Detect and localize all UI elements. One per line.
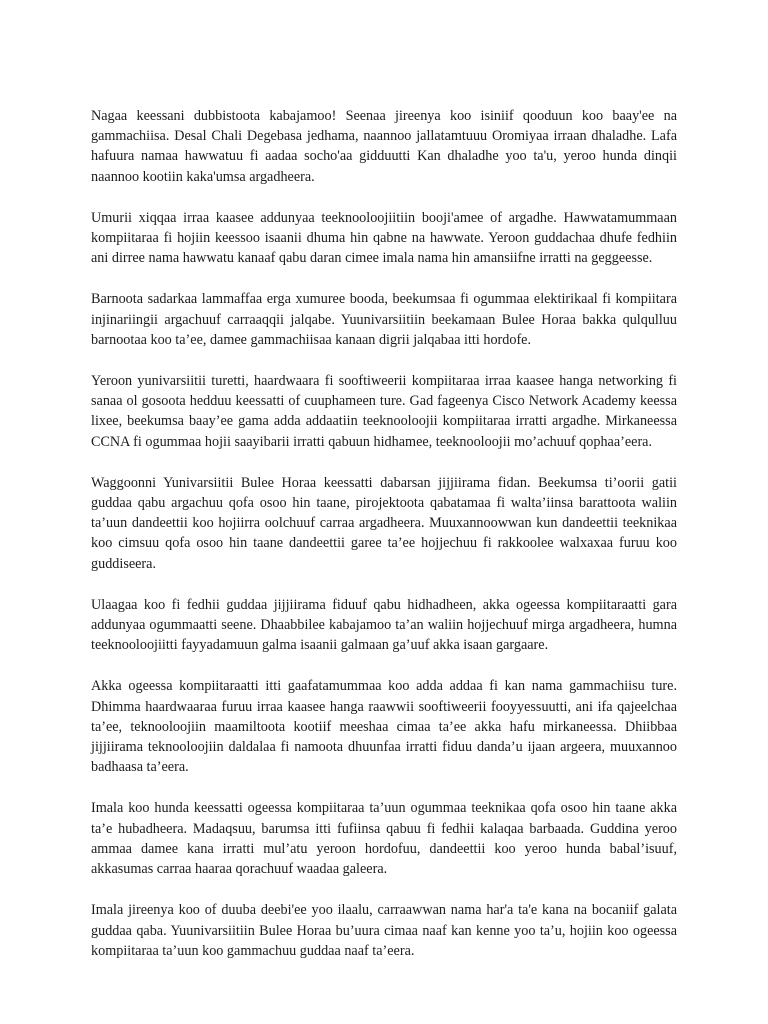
paragraph-3: Barnoota sadarkaa lammaffaa erga xumuree booda, beekumsaa fi ogummaa elektirikaal fi kompiitara injinariingii argachuuf carraaqqii jalqabe. Yuunivarsiitiin beekamaan Bulee Horaa bakka qulqulluu barnootaa koo ta’ee, damee gammachiisaa kanaan digrii jalqabaa itti hordofe. [91, 291, 677, 348]
paragraph-2: Umurii xiqqaa irraa kaasee addunyaa teeknooloojiitiin booji'amee of argadhe. Hawwatamummaan kompiitaraa fi hojiin keessoo isaanii dhuma hin qabne na hawwate. Yeroon guddachaa dhufe fedhiin ani dirree nama hawwatu kanaaf qabu daran cimee imala nama hin amansiifne irratti na geggeesse. [91, 209, 677, 267]
paragraph-9: Imala jireenya koo of duuba deebi'ee yoo ilaalu, carraawwan nama har'a ta'e kana na bocaniif galata guddaa qaba. Yuunivarsiitiin Bulee Horaa bu’uura cimaa naaf kan kenne yoo ta’u, hojiin koo ogeessa kompiitaraa ta’uun koo gammachuu guddaa naaf ta’eera. [91, 902, 677, 959]
paragraph-4: Yeroon yunivarsiitii turetti, haardwaara fi sooftiweerii kompiitaraa irraa kaasee hanga networking fi sanaa ol gosoota hedduu keessatti of cuuphameen ture. Gad fageenya Cisco Network Academy keessa lixee, beekumsa baay’ee gama adda addaatiin teeknooloojii kompiitaraa irratti argadhe. Mirkaneessa CCNA fi ogummaa hojii saayibarii irratti qabuun hidhamee, teeknooloojii mo’achuuf qophaa’eera. [91, 373, 677, 450]
paragraph-5: Waggoonni Yunivarsiitii Bulee Horaa keessatti dabarsan jijjiirama fidan. Beekumsa ti’oorii gatii guddaa qabu argachuu qofa osoo hin taane, pirojektoota qabatamaa fi walta’iinsa barattoota waliin ta’uun dandeettii koo hojiirra oolchuuf carraa argadheera. Muuxannoowwan kun dandeettii teeknikaa koo cimsuu qofa osoo hin taane dandeettii garee ta’ee hojjechuu fi rakkoolee walxaxaa furuu koo guddiseera. [91, 474, 677, 572]
paragraph-8: Imala koo hunda keessatti ogeessa kompiitaraa ta’uun ogummaa teeknikaa qofa osoo hin taane akka ta’e hubadheera. Madaqsuu, barumsa itti fufiinsa qabuu fi fedhii kalaqaa barbaada. Guddina yeroo ammaa damee kana irratti mul’atu yeroon hordofuu, dandeettii koo yeroo hunda babal’isuuf, akkasumas carraa haaraa qorachuuf waadaa galeera. [91, 800, 677, 878]
paragraph-1: Nagaa keessani dubbistoota kabajamoo! Seenaa jireenya koo isiniif qooduun koo baay'ee na gammachiisa. Desal Chali Degebasa jedhama, naannoo jallatamtuuu Oromiyaa irraan dhaladhe. Lafa hafuura namaa hawwatuu fi aadaa socho'aa gidduutti Kan dhaladhe yoo ta'u, yeroo hunda dinqii naannoo kootiin kaka'umsa argadheera. [91, 108, 677, 185]
paragraph-6: Ulaagaa koo fi fedhii guddaa jijjiirama fiduuf qabu hidhadheen, akka ogeessa kompiitaraatti gara addunyaa ogummaatti seene. Dhaabbilee kabajamoo ta’an waliin hojjechuuf mirga argadheera, humna teeknooloojiitti fayyadamuun galma isaanii galmaan ga’uuf akka isaan gargaare. [91, 596, 677, 654]
document-body [91, 106, 677, 961]
paragraph-7: Akka ogeessa kompiitaraatti itti gaafatamummaa koo adda addaa fi kan nama gammachiisu ture. Dhimma haardwaaraa furuu irraa kaasee hanga raawwii sooftiweerii fooyyessuutti, ani ifa qajeelchaa ta’ee, teknooloojiin maamiltoota kootiif meeshaa cimaa ta’ee akka hafu mirkaneessa. Dhiibbaa jijjiirama teknooloojiin daldalaa fi namoota dhuunfaa irratti fiduu danda’u ijaan argeera, muuxannoo badhaasa ta’eera. [91, 678, 677, 776]
